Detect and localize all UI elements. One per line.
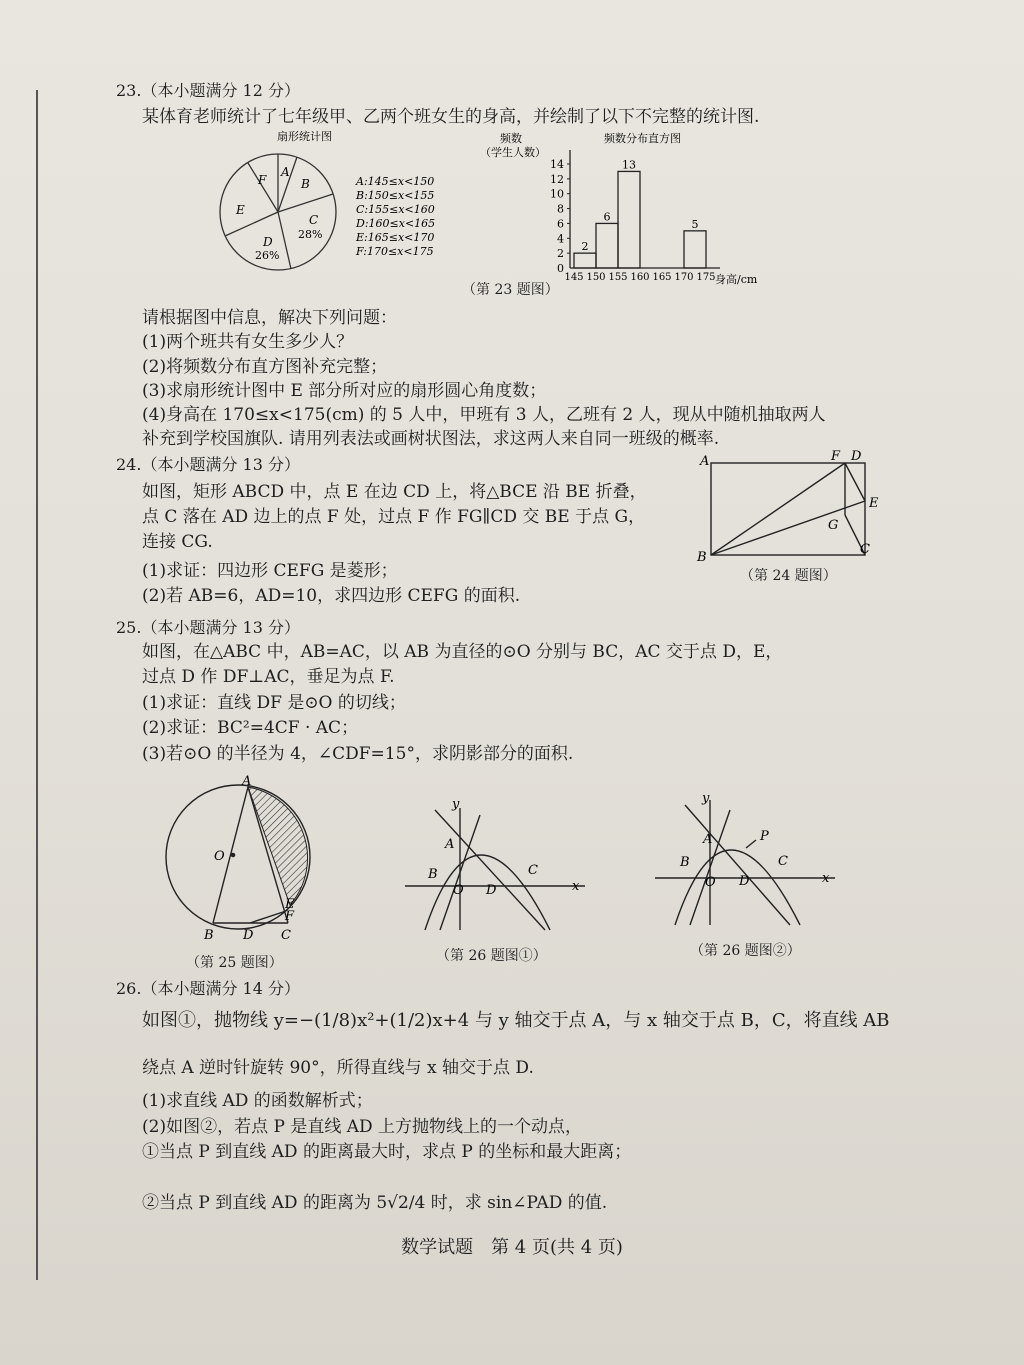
hist-y-tick-label-0: 0 bbox=[557, 262, 564, 275]
q25-point-e: E bbox=[285, 897, 295, 912]
q24-line1: 如图，矩形 ABCD 中，点 E 在边 CD 上，将△BCE 沿 BE 折叠， bbox=[142, 482, 647, 502]
q25-caption: （第 25 题图） bbox=[186, 955, 283, 971]
q26-f1-point-c: C bbox=[528, 863, 538, 878]
hist-x-tick-label-150: 150 bbox=[586, 272, 606, 283]
pie-legend-c: C:155≤x<160 bbox=[356, 203, 435, 216]
histogram-figure bbox=[470, 128, 780, 292]
q23-part2: (2)将频数分布直方图补充完整； bbox=[142, 357, 388, 377]
q24-point-g: G bbox=[828, 518, 839, 533]
pie-chart-figure bbox=[215, 128, 465, 282]
q25-point-c: C bbox=[281, 928, 291, 943]
q23-part1: (1)两个班共有女生多少人？ bbox=[142, 332, 354, 352]
q26-part3: ①当点 P 到直线 AD 的距离最大时，求点 P 的坐标和最大距离； bbox=[142, 1142, 632, 1162]
q26-f1-y-axis: y bbox=[452, 797, 460, 812]
pie-legend-f: F:170≤x<175 bbox=[356, 245, 434, 258]
q23-part4a: (4)身高在 170≤x<175(cm) 的 5 人中，甲班有 3 人，乙班有 2 人，现从中随机抽取两人 bbox=[142, 405, 826, 425]
pie-legend-e: E:165≤x<170 bbox=[356, 231, 435, 244]
q26-f2-point-d: D bbox=[739, 874, 750, 889]
hist-bar-label-170-175: 5 bbox=[691, 217, 699, 231]
q26-f1-x-axis: x bbox=[572, 879, 580, 894]
q26-part2: (2)如图②，若点 P 是直线 AD 上方抛物线上的一个动点， bbox=[142, 1117, 583, 1137]
q26-f1-origin: O bbox=[453, 883, 464, 898]
hist-y-tick-label-2: 2 bbox=[557, 247, 564, 261]
q26-line2: 绕点 A 逆时针旋转 90°，所得直线与 x 轴交于点 D. bbox=[142, 1058, 534, 1078]
pie-label-f: F bbox=[258, 173, 267, 187]
pie-c-percent: 28% bbox=[298, 228, 323, 241]
hist-y-tick-label-4: 4 bbox=[557, 232, 564, 246]
hist-x-tick-label-170: 170 bbox=[674, 272, 694, 283]
hist-x-tick-label-165: 165 bbox=[652, 272, 672, 283]
hist-bar-155-160 bbox=[618, 171, 640, 268]
q24-caption: （第 24 题图） bbox=[740, 568, 837, 584]
hist-xlabel: 身高/cm bbox=[715, 273, 758, 286]
q26-f2-x-axis: x bbox=[822, 871, 830, 886]
q24-line3: 连接 CG. bbox=[142, 532, 213, 552]
q26-caption-1: （第 26 题图①） bbox=[436, 948, 547, 964]
binding-margin-line bbox=[36, 90, 38, 1280]
q26-figure-1 bbox=[400, 790, 600, 944]
q24-point-e: E bbox=[869, 496, 879, 511]
hist-bar-label-155-160: 13 bbox=[622, 158, 636, 172]
pie-label-a: A bbox=[281, 165, 290, 179]
hist-bar-145-150 bbox=[574, 253, 596, 268]
pie-legend-b: B:150≤x<155 bbox=[356, 189, 435, 202]
q25-point-b: B bbox=[204, 928, 214, 943]
pie-label-e: E bbox=[236, 203, 245, 217]
q23-header: 23.（本小题满分 12 分） bbox=[116, 81, 300, 100]
pie-label-c: C bbox=[309, 213, 319, 227]
q26-line1: 如图①，抛物线 y=−(1/8)x²+(1/2)x+4 与 y 轴交于点 A，与 x 轴交于点 B，C，将直线 AB bbox=[142, 1010, 890, 1031]
hist-y-tick-label-10: 10 bbox=[550, 187, 564, 201]
q26-f2-point-c: C bbox=[778, 854, 788, 869]
q26-f2-point-a: A bbox=[703, 832, 713, 847]
hist-bar-label-145-150: 2 bbox=[581, 240, 589, 254]
q25-point-o: O bbox=[214, 849, 225, 864]
q24-line2: 点 C 落在 AD 边上的点 F 处，过点 F 作 FG∥CD 交 BE 于点 G， bbox=[142, 507, 646, 527]
q26-header: 26.（本小题满分 14 分） bbox=[116, 979, 300, 998]
pie-d-percent: 26% bbox=[255, 249, 280, 262]
hist-x-tick-label-145: 145 bbox=[564, 272, 584, 283]
hist-y-tick-label-8: 8 bbox=[557, 202, 564, 216]
q25-part1: (1)求证：直线 DF 是⊙O 的切线； bbox=[142, 693, 406, 713]
pie-legend-a: A:145≤x<150 bbox=[356, 175, 435, 188]
q25-point-a: A bbox=[242, 775, 252, 789]
q26-part1: (1)求直线 AD 的函数解析式； bbox=[142, 1091, 373, 1111]
hist-bar-170-175 bbox=[684, 231, 706, 268]
q25-point-f: F bbox=[285, 909, 295, 924]
q25-part3: (3)若⊙O 的半径为 4，∠CDF=15°，求阴影部分的面积. bbox=[142, 744, 574, 764]
q23-part3: (3)求扇形统计图中 E 部分所对应的扇形圆心角度数； bbox=[142, 381, 547, 401]
q25-header: 25.（本小题满分 13 分） bbox=[116, 618, 300, 637]
pie-title: 扇形统计图 bbox=[277, 130, 332, 143]
q25-point-d: D bbox=[243, 928, 254, 943]
q24-point-d: D bbox=[851, 449, 862, 464]
hist-ylabel-1: 频数 bbox=[500, 132, 522, 145]
hist-title: 频数分布直方图 bbox=[604, 132, 681, 145]
q26-f2-point-p: P bbox=[760, 829, 769, 844]
q24-point-c: C bbox=[860, 542, 870, 557]
hist-y-tick-label-6: 6 bbox=[557, 217, 564, 231]
q26-caption-2: （第 26 题图②） bbox=[690, 943, 801, 959]
q23-part4b: 补充到学校国旗队. 请用列表法或画树状图法，求这两人来自同一班级的概率. bbox=[142, 429, 720, 449]
q24-point-a: A bbox=[700, 454, 710, 469]
hist-y-tick-label-14: 14 bbox=[550, 158, 564, 171]
q26-figure-2 bbox=[650, 790, 850, 944]
q25-line2: 过点 D 作 DF⊥AC，垂足为点 F. bbox=[142, 667, 395, 687]
q23-intro: 某体育老师统计了七年级甲、乙两个班女生的身高，并绘制了以下不完整的统计图. bbox=[142, 107, 760, 127]
pie-legend bbox=[355, 175, 435, 258]
q23-caption: （第 23 题图） bbox=[462, 282, 559, 298]
page-footer: 数学试题 第 4 页(共 4 页) bbox=[401, 1237, 623, 1258]
hist-y-tick-label-12: 12 bbox=[550, 172, 564, 186]
pie-label-b: B bbox=[301, 177, 310, 191]
hist-x-tick-label-175: 175 bbox=[696, 272, 716, 283]
q26-part4: ②当点 P 到直线 AD 的距离为 5√2/4 时，求 sin∠PAD 的值. bbox=[142, 1193, 608, 1213]
hist-bar-150-155 bbox=[596, 223, 618, 268]
q26-f1-point-a: A bbox=[445, 837, 455, 852]
q25-part2: (2)求证：BC²=4CF · AC； bbox=[142, 718, 359, 738]
q25-line1: 如图，在△ABC 中，AB=AC，以 AB 为直径的⊙O 分别与 BC，AC 交于点 D，E， bbox=[142, 642, 783, 662]
pie-label-d: D bbox=[263, 235, 273, 249]
q24-point-f: F bbox=[831, 449, 841, 464]
q24-part2: (2)若 AB=6，AD=10，求四边形 CEFG 的面积. bbox=[142, 586, 521, 606]
q26-f2-origin: O bbox=[705, 875, 716, 890]
q26-f1-point-d: D bbox=[486, 883, 497, 898]
q24-point-b: B bbox=[697, 550, 707, 565]
hist-x-tick-label-155: 155 bbox=[608, 272, 628, 283]
q24-header: 24.（本小题满分 13 分） bbox=[116, 455, 300, 474]
pie-legend-d: D:160≤x<165 bbox=[356, 217, 436, 230]
hist-x-tick-label-160: 160 bbox=[630, 272, 650, 283]
q26-f1-point-b: B bbox=[428, 867, 438, 882]
q23-lead: 请根据图中信息，解决下列问题： bbox=[142, 308, 397, 328]
q25-figure bbox=[158, 775, 358, 949]
q26-f2-point-b: B bbox=[680, 855, 690, 870]
q24-part1: (1)求证：四边形 CEFG 是菱形； bbox=[142, 561, 398, 581]
hist-bar-label-150-155: 6 bbox=[603, 210, 611, 224]
hist-ylabel-2: （学生人数） bbox=[480, 146, 546, 159]
q26-f2-y-axis: y bbox=[702, 791, 710, 806]
